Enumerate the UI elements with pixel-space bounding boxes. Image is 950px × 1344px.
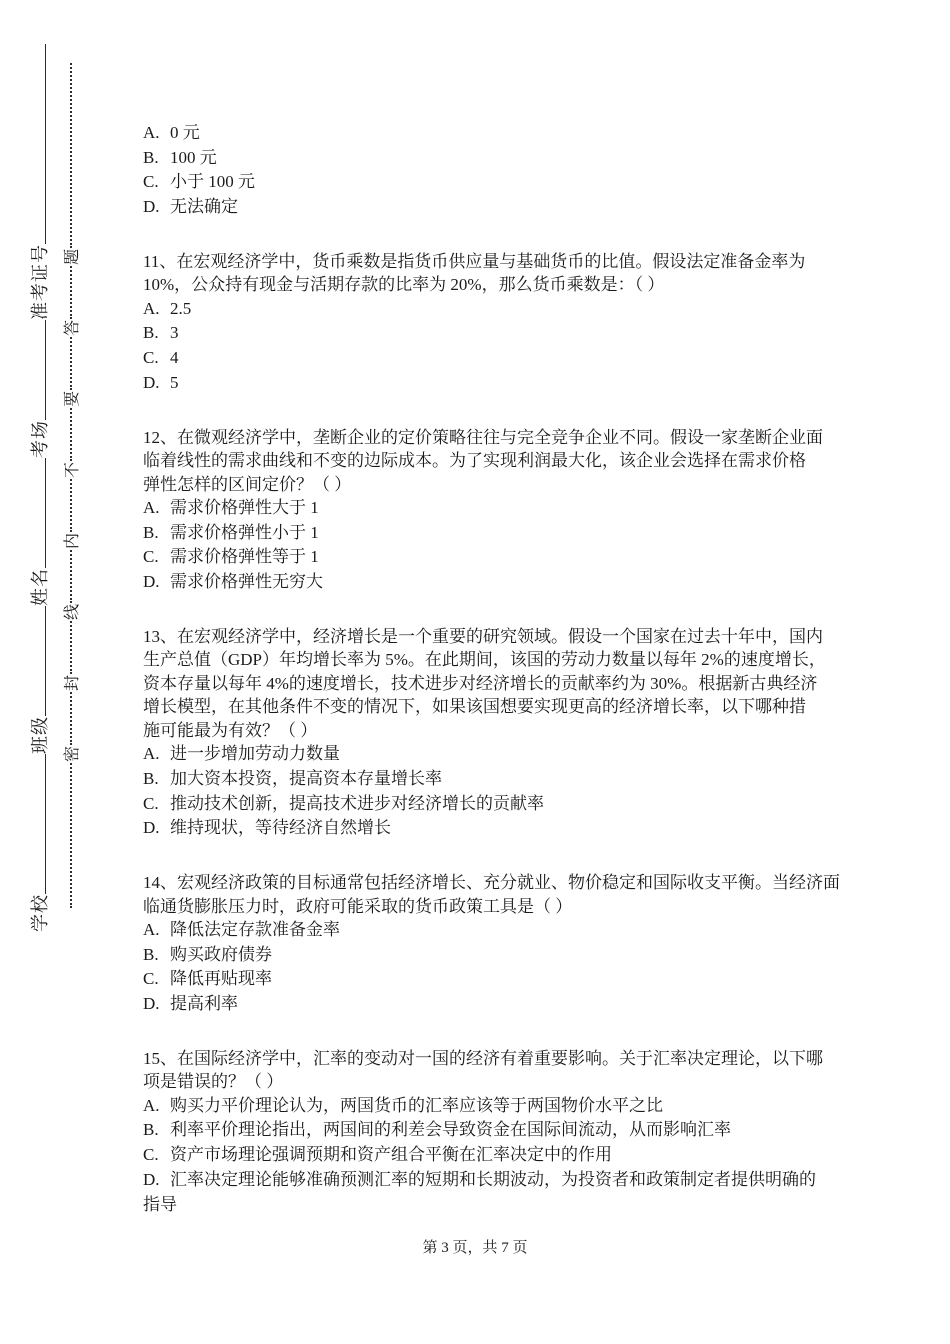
- option-c: [143, 967, 843, 992]
- option-a: [143, 496, 843, 521]
- option-label: A.: [143, 1095, 160, 1115]
- option-label: A.: [143, 298, 160, 318]
- seal-dots: [70, 692, 72, 745]
- option-text: 需求价格弹性无穷大: [170, 572, 323, 592]
- question-11: [143, 250, 843, 396]
- question-stem-line: 增长模型，在其他条件不变的情况下，如果该国想要实现更高的经济增长率，以下哪种措: [143, 697, 806, 717]
- question-stem-line: 生产总值（GDP）年均增长率为 5%。在此期间，该国的劳动力数量以每年 2%的速度增长，: [143, 650, 826, 670]
- question-stem-line: 项是错误的？（ ）: [143, 1072, 284, 1092]
- option-a: [143, 918, 843, 943]
- question-stem-line: 14、宏观经济政策的目标通常包括经济增长、充分就业、物价稳定和国际收支平衡。当经济面: [143, 873, 840, 892]
- option-b: [143, 943, 843, 968]
- option-text: 小于 100 元: [170, 172, 255, 192]
- option-label: A.: [143, 498, 160, 517]
- question-14: [143, 871, 843, 1017]
- option-b: [143, 767, 843, 792]
- field-label: 准考证号: [30, 244, 50, 320]
- field-label: 班级: [30, 716, 50, 754]
- seal-dots: [70, 550, 72, 603]
- question-stem-line: 施可能最为有效？（ ）: [143, 720, 318, 740]
- option-label: D.: [143, 818, 160, 838]
- option-label: B.: [143, 944, 159, 964]
- option-a: [143, 742, 843, 767]
- question-12: [143, 426, 843, 595]
- field-blank-line: [42, 458, 46, 568]
- option-label: A.: [143, 744, 160, 764]
- option-d: [143, 371, 843, 396]
- option-a: [143, 121, 843, 146]
- seal-char: 答: [64, 319, 81, 336]
- option-text: 4: [170, 348, 179, 368]
- option-d: [143, 992, 843, 1017]
- option-label: A.: [143, 920, 160, 939]
- option-label: B.: [143, 522, 159, 542]
- option-text: 加大资本投资，提高资本存量增长率: [170, 768, 442, 788]
- page-number: 第 3 页，共 7 页: [422, 1240, 528, 1256]
- option-c: [143, 346, 843, 371]
- option-d: [143, 816, 843, 841]
- field-blank-line: [42, 44, 46, 244]
- option-d: [143, 195, 843, 220]
- question-stem-line: 弹性怎样的区间定价？（ ）: [143, 474, 352, 494]
- student-fields: [26, 42, 48, 932]
- option-label: B.: [143, 147, 159, 167]
- option-text: 无法确定: [170, 197, 238, 217]
- option-b: [143, 146, 843, 171]
- seal-dots: [70, 337, 72, 390]
- option-label: D.: [143, 372, 160, 392]
- option-d: [143, 570, 843, 595]
- question-stem-line: 12、在微观经济学中，垄断企业的定价策略往往与完全竞争企业不同。假设一家垄断企业面: [143, 427, 823, 447]
- option-a: [143, 297, 843, 322]
- seal-char: 题: [64, 248, 81, 265]
- option-c: [143, 792, 843, 817]
- seal-dots: [70, 408, 72, 461]
- option-label: D.: [143, 994, 160, 1014]
- option-text: 5: [170, 372, 179, 392]
- seal-char: 密: [64, 745, 81, 762]
- field-label: 姓名: [30, 568, 50, 606]
- field-label: 学校: [30, 894, 50, 932]
- seal-char: 线: [64, 603, 81, 620]
- question-10: [143, 121, 843, 220]
- seal-dots: [70, 479, 72, 532]
- question-stem-line: 15、在国际经济学中，汇率的变动对一国的经济有着重要影响。关于汇率决定理论，以下哪: [143, 1048, 823, 1068]
- option-d: [143, 1168, 843, 1193]
- option-c: [143, 170, 843, 195]
- option-label: D.: [143, 572, 160, 592]
- option-label: C.: [143, 1145, 159, 1165]
- option-text: 3: [170, 323, 179, 343]
- field-blank-line: [42, 754, 46, 894]
- seal-char: 内: [64, 532, 81, 549]
- option-text: 进一步增加劳动力数量: [170, 744, 340, 764]
- option-text: 维持现状，等待经济自然增长: [170, 818, 391, 838]
- seal-char: 要: [64, 390, 81, 407]
- question-13: [143, 625, 843, 841]
- option-text: 需求价格弹性小于 1: [170, 522, 319, 542]
- question-15: [143, 1047, 843, 1216]
- question-stem-line: 临通货膨胀压力时，政府可能采取的货币政策工具是（ ）: [143, 896, 573, 916]
- option-continuation-line: 指导: [143, 1194, 177, 1214]
- option-label: D.: [143, 1169, 160, 1189]
- option-c: [143, 1143, 843, 1168]
- field-blank-line: [42, 606, 46, 716]
- option-label: C.: [143, 969, 159, 989]
- option-label: C.: [143, 793, 159, 813]
- option-b: [143, 521, 843, 546]
- option-label: C.: [143, 547, 159, 567]
- option-text: 100 元: [170, 147, 217, 167]
- question-stem-line: 13、在宏观经济学中，经济增长是一个重要的研究领域。假设一个国家在过去十年中，国内: [143, 626, 823, 646]
- field-label: 考场: [30, 420, 50, 458]
- question-stem-line: 10%，公众持有现金与活期存款的比率为 20%，那么货币乘数是：（ ）: [143, 275, 665, 295]
- field-blank-line: [42, 320, 46, 420]
- option-label: B.: [143, 323, 159, 343]
- option-text: 0 元: [170, 123, 200, 142]
- option-text: 资产市场理论强调预期和资产组合平衡在汇率决定中的作用: [170, 1145, 612, 1165]
- questions-column: [143, 121, 843, 1216]
- option-text: 推动技术创新，提高技术进步对经济增长的贡献率: [170, 793, 544, 813]
- option-text: 提高利率: [170, 994, 238, 1014]
- option-text: 购买力平价理论认为，两国货币的汇率应该等于两国物价水平之比: [170, 1095, 663, 1115]
- question-stem-line: 11、在宏观经济学中，货币乘数是指货币供应量与基础货币的比值。假设法定准备金率为: [143, 251, 806, 271]
- seal-dots: [70, 763, 72, 908]
- option-text: 利率平价理论指出，两国间的利差会导致资金在国际间流动，从而影响汇率: [170, 1120, 731, 1140]
- option-text: 2.5: [170, 298, 192, 318]
- option-text: 需求价格弹性等于 1: [170, 547, 319, 567]
- seal-dots: [70, 621, 72, 674]
- seal-dots: [70, 63, 72, 248]
- seal-char: 不: [64, 461, 81, 478]
- option-c: [143, 545, 843, 570]
- option-text: 汇率决定理论能够准确预测汇率的短期和长期波动，为投资者和政策制定者提供明确的: [170, 1169, 816, 1189]
- option-label: A.: [143, 123, 160, 142]
- option-a: [143, 1094, 843, 1119]
- option-label: D.: [143, 197, 160, 217]
- question-stem-line: 资本存量以每年 4%的速度增长，技术进步对经济增长的贡献率约为 30%。根据新古典经济: [143, 673, 818, 693]
- option-text: 降低法定存款准备金率: [170, 920, 340, 939]
- option-label: B.: [143, 1120, 159, 1140]
- question-stem-line: 临着线性的需求曲线和不变的边际成本。为了实现利润最大化，该企业会选择在需求价格: [143, 451, 806, 470]
- option-label: B.: [143, 768, 159, 788]
- option-text: 购买政府债券: [170, 944, 272, 964]
- seal-line: [59, 69, 79, 909]
- option-text: 降低再贴现率: [170, 969, 272, 989]
- option-text: 需求价格弹性大于 1: [170, 498, 319, 517]
- seal-char: 封: [64, 674, 81, 691]
- seal-dots: [70, 266, 72, 319]
- option-b: [143, 321, 843, 346]
- option-b: [143, 1118, 843, 1143]
- option-label: C.: [143, 348, 159, 368]
- option-label: C.: [143, 172, 159, 192]
